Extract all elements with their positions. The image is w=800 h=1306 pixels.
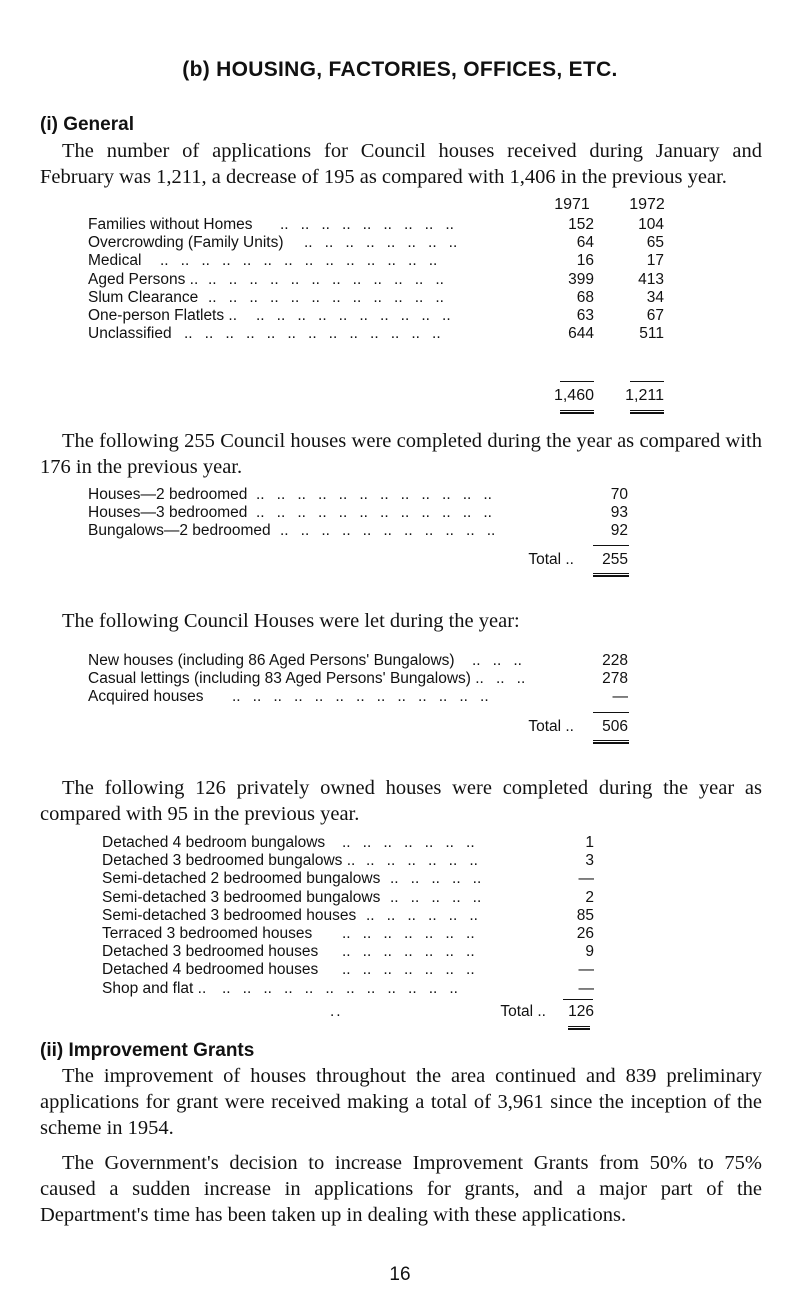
- leader-dots: .. ..: [496, 670, 526, 688]
- leader-dots: .. .. .. .. .. .. ..: [342, 943, 475, 961]
- private-houses-table: [102, 834, 722, 1020]
- applications-row-label: Overcrowding (Family Units): [88, 234, 284, 252]
- improvement-subheading: (ii) Improvement Grants: [40, 1040, 255, 1061]
- applications-row: [88, 307, 728, 325]
- let-row-value: 278: [602, 670, 628, 688]
- leader-dots: .. .. .. .. .. .. .. .. .. .. .. ..: [256, 486, 492, 503]
- private-row-label: Detached 4 bedroom bungalows: [102, 834, 326, 851]
- let-total-row: [88, 718, 728, 736]
- completed-row-value: 93: [610, 504, 628, 522]
- private-row-label: Detached 4 bedroomed houses: [102, 961, 319, 979]
- leader-dots: .. .. .. .. .. .. ..: [342, 961, 475, 979]
- applications-value-1971: 63: [576, 306, 594, 324]
- applications-row-label: Unclassified: [88, 325, 172, 343]
- applications-row-label: Families without Homes: [88, 216, 253, 233]
- leader-dots: .. .. .. .. .. .. .. .. ..: [280, 216, 454, 233]
- column-header-1972: 1972: [629, 196, 665, 213]
- applications-row: [88, 216, 728, 234]
- completed-row-value: 92: [610, 522, 628, 540]
- let-total-double-rule: [593, 740, 629, 744]
- private-row-value: 9: [585, 943, 594, 961]
- completed-total-label: Total ..: [528, 551, 574, 568]
- let-row: [88, 688, 728, 706]
- leader-dots: .. .. .. .. .. .. .. .. .. .. .. ..: [256, 504, 492, 522]
- general-subheading: (i) General: [40, 114, 134, 135]
- let-subtotal-rule: [593, 712, 629, 713]
- private-row: [102, 834, 722, 852]
- general-intro-paragraph: The number of applications for Council houses received during January and February was 1,211, a decrease of 195 as compared with 1,406 in the previous year.: [40, 140, 762, 188]
- let-row-value: —: [612, 688, 628, 706]
- leader-dots: .. .. ..: [472, 652, 522, 669]
- leader-dots: .. .. .. .. .. .. .. .. .. .. .. .. .. ..: [160, 252, 438, 270]
- completed-total-row: [88, 551, 728, 569]
- applications-row-label: Slum Clearance: [88, 288, 199, 306]
- completed-row-label: Houses—2 bedroomed: [88, 486, 248, 503]
- houses-let-table: [88, 652, 728, 735]
- leader-dots: .. .. .. .. .. .. ..: [342, 834, 475, 851]
- private-row-value: 2: [585, 888, 594, 906]
- leader-dots: .. .. .. .. .. .. .. .. .. .. .. ..: [222, 979, 458, 997]
- private-row: [102, 870, 722, 888]
- applications-row-label: Aged Persons ..: [88, 270, 199, 288]
- applications-value-1972: 65: [646, 234, 664, 252]
- private-total-label: Total ..: [500, 1003, 546, 1020]
- applications-value-1971: 16: [576, 252, 594, 270]
- private-total-row: [102, 1003, 722, 1021]
- completed-row-label: Houses—3 bedroomed: [88, 504, 248, 522]
- private-subtotal-rule: [563, 999, 593, 1000]
- private-row-value: 85: [576, 906, 594, 924]
- applications-value-1971: 152: [568, 216, 594, 233]
- improvement-paragraph-1: The improvement of houses throughout the area continued and 839 preliminary applications for grant were received making a total of 3,961 since the inception of the scheme in 1954.: [40, 1065, 762, 1139]
- let-total-label: Total ..: [528, 718, 574, 735]
- completed-row: [88, 504, 728, 522]
- applications-row: [88, 234, 728, 252]
- private-total-leader-dots: ..: [330, 1003, 343, 1020]
- let-paragraph: The following Council Houses were let during the year:: [62, 610, 520, 632]
- applications-row: [88, 325, 728, 343]
- let-row-value: 228: [602, 652, 628, 669]
- completed-houses-table: [88, 486, 728, 568]
- applications-value-1972: 413: [638, 270, 664, 288]
- subtotal-rule-1971: [560, 381, 594, 382]
- leader-dots: .. .. .. .. .. ..: [366, 906, 478, 924]
- private-row-label: Terraced 3 bedroomed houses: [102, 924, 313, 942]
- private-row-value: —: [578, 961, 594, 979]
- applications-total-row: [88, 387, 728, 405]
- let-row-label: Casual lettings (including 83 Aged Persons' Bungalows) ..: [88, 670, 484, 688]
- completed-row: [88, 486, 728, 504]
- applications-header-row: [88, 196, 728, 216]
- page-number: 16: [389, 1264, 411, 1285]
- let-row-label: Acquired houses: [88, 688, 204, 706]
- private-row: [102, 852, 722, 870]
- private-row: [102, 980, 722, 998]
- private-row: [102, 943, 722, 961]
- completed-row-label: Bungalows—2 bedroomed: [88, 522, 271, 540]
- completed-row: [88, 522, 728, 540]
- applications-table: [88, 196, 728, 404]
- private-houses-paragraph: The following 126 privately owned houses were completed during the year as compared with 95 in the previous year.: [40, 777, 762, 825]
- private-row-label: Semi-detached 3 bedroomed bungalows: [102, 888, 381, 906]
- private-row-label: Semi-detached 2 bedroomed bungalows: [102, 870, 381, 888]
- total-double-rule-1972: [630, 410, 664, 414]
- leader-dots: .. .. .. .. ..: [390, 870, 482, 888]
- let-row: [88, 652, 728, 670]
- applications-row: [88, 289, 728, 307]
- private-row-value: —: [578, 979, 594, 997]
- let-row-label: New houses (including 86 Aged Persons' Bungalows): [88, 652, 455, 669]
- private-row: [102, 889, 722, 907]
- improvement-paragraph-2: The Government's decision to increase Improvement Grants from 50% to 75% caused a sudden increase in applications for grants, and a major part of the Department's time has been taken up in dealing with these applications.: [40, 1152, 762, 1226]
- completed-total-double-rule: [593, 573, 629, 577]
- completed-paragraph: The following 255 Council houses were completed during the year as compared with 176 in the previous year.: [40, 430, 762, 478]
- leader-dots: .. .. .. .. ..: [390, 888, 482, 906]
- section-heading: (b) HOUSING, FACTORIES, OFFICES, ETC.: [182, 58, 618, 81]
- private-row-label: Semi-detached 3 bedroomed houses: [102, 906, 357, 924]
- leader-dots: .. .. .. .. .. .. .. .. .. .. .. ..: [208, 288, 444, 306]
- leader-dots: .. .. .. .. .. .. .. .. .. .. ..: [280, 522, 496, 540]
- let-rows: [88, 652, 728, 707]
- private-row-value: 3: [585, 852, 594, 870]
- private-row: [102, 907, 722, 925]
- total-double-rule-1971: [560, 410, 594, 414]
- total-1971: 1,460: [553, 387, 594, 404]
- applications-value-1972: 104: [638, 216, 664, 233]
- private-row-label: Shop and flat ..: [102, 979, 207, 997]
- leader-dots: .. .. .. .. .. .. .. .. .. .. .. ..: [208, 270, 444, 288]
- private-row: [102, 961, 722, 979]
- total-1972: 1,211: [625, 387, 664, 404]
- private-row-value: 1: [585, 834, 594, 851]
- applications-value-1972: 67: [646, 306, 664, 324]
- leader-dots: .. .. .. .. .. .. .. ..: [304, 234, 458, 252]
- let-row: [88, 670, 728, 688]
- private-row-label: Detached 3 bedroomed houses: [102, 943, 319, 961]
- private-row-value: 26: [576, 924, 594, 942]
- applications-value-1972: 511: [639, 325, 664, 343]
- applications-value-1971: 644: [568, 325, 594, 343]
- private-total-value: 126: [568, 1003, 594, 1020]
- leader-dots: .. .. .. .. .. .. .. .. .. .. .. .. ..: [184, 325, 441, 343]
- applications-rows: [88, 216, 728, 343]
- applications-value-1971: 64: [576, 234, 594, 252]
- leader-dots: .. .. .. .. .. .. .. .. .. .. .. .. ..: [232, 688, 489, 706]
- applications-row-label: Medical: [88, 252, 142, 270]
- completed-subtotal-rule: [593, 545, 629, 546]
- applications-value-1972: 34: [646, 288, 664, 306]
- leader-dots: .. .. .. .. .. ..: [366, 852, 478, 870]
- subtotal-rule-1972: [630, 381, 664, 382]
- applications-row: [88, 271, 728, 289]
- completed-row-value: 70: [610, 486, 628, 503]
- applications-value-1971: 399: [568, 270, 594, 288]
- private-row-label: Detached 3 bedroomed bungalows ..: [102, 852, 356, 870]
- column-header-1971: 1971: [554, 196, 590, 213]
- applications-value-1971: 68: [576, 288, 594, 306]
- private-total-double-rule: [568, 1026, 590, 1030]
- completed-total-value: 255: [602, 551, 628, 568]
- applications-value-1972: 17: [646, 252, 664, 270]
- private-row-value: —: [578, 870, 594, 888]
- applications-row: [88, 252, 728, 270]
- applications-row-label: One-person Flatlets ..: [88, 306, 238, 324]
- leader-dots: .. .. .. .. .. .. ..: [342, 924, 475, 942]
- completed-rows: [88, 486, 728, 541]
- private-rows: [102, 834, 722, 998]
- private-row: [102, 925, 722, 943]
- let-total-value: 506: [602, 718, 628, 735]
- leader-dots: .. .. .. .. .. .. .. .. .. ..: [256, 306, 451, 324]
